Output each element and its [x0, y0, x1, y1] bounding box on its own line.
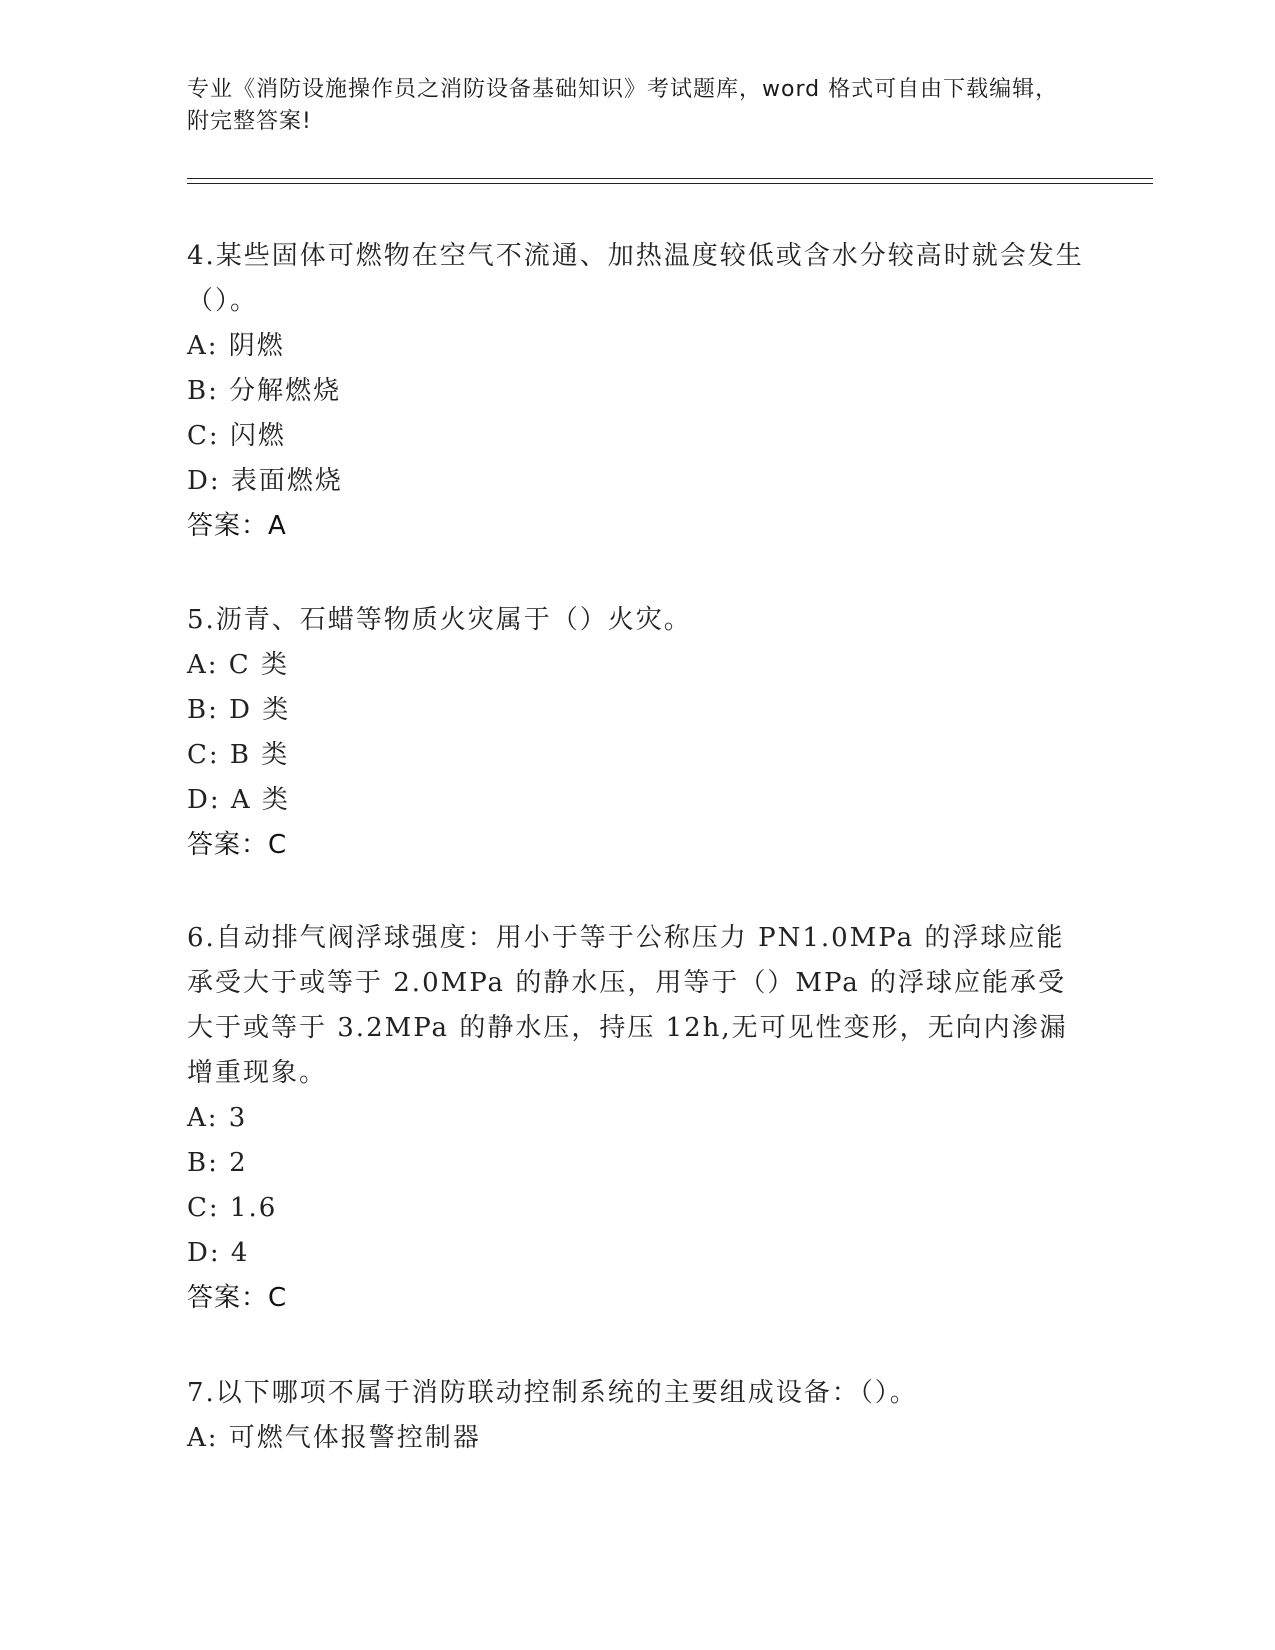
- answer-label: 答案：A: [187, 511, 287, 541]
- option-c: C: 闪燃: [187, 421, 286, 451]
- answer-label: 答案：C: [187, 1283, 288, 1313]
- document-header: 专业《消防设施操作员之消防设备基础知识》考试题库，word 格式可自由下载编辑，附完整答案!: [187, 77, 1059, 134]
- option-c: C: 1.6: [187, 1193, 278, 1223]
- header-divider-bottom: [187, 183, 1153, 184]
- question-stem: 4.某些固体可燃物在空气不流通、加热温度较低或含水分较高时就会发生（）。: [187, 241, 1084, 316]
- answer-label: 答案：C: [187, 830, 288, 860]
- question-stem: 5.沥青、石蜡等物质火灾属于（）火灾。: [187, 605, 692, 635]
- option-d: D: A 类: [187, 785, 290, 815]
- option-b: B: 2: [187, 1148, 248, 1178]
- question-6: [187, 916, 1087, 1321]
- option-d: D: 表面燃烧: [187, 466, 343, 496]
- option-a: A: 阴燃: [187, 331, 285, 361]
- header-divider-top: [187, 178, 1153, 179]
- option-a: A: C 类: [187, 650, 289, 680]
- option-d: D: 4: [187, 1238, 250, 1268]
- option-b: B: D 类: [187, 695, 291, 725]
- question-stem: 7.以下哪项不属于消防联动控制系统的主要组成设备：（）。: [187, 1378, 918, 1408]
- question-7: [187, 1371, 1087, 1461]
- question-5: [187, 598, 1087, 868]
- option-a: A: 3: [187, 1103, 248, 1133]
- question-4: [187, 234, 1087, 549]
- option-c: C: B 类: [187, 740, 290, 770]
- option-b: B: 分解燃烧: [187, 376, 342, 406]
- option-a: A: 可燃气体报警控制器: [187, 1423, 481, 1453]
- question-stem: 6.自动排气阀浮球强度：用小于等于公称压力 PN1.0MPa 的浮球应能承受大于或等于 2.0MPa 的静水压，用等于（）MPa 的浮球应能承受大于或等于 3.2MPa 的静水压，持压 12h,无可见性变形，无向内渗漏增重现象。: [187, 923, 1068, 1088]
